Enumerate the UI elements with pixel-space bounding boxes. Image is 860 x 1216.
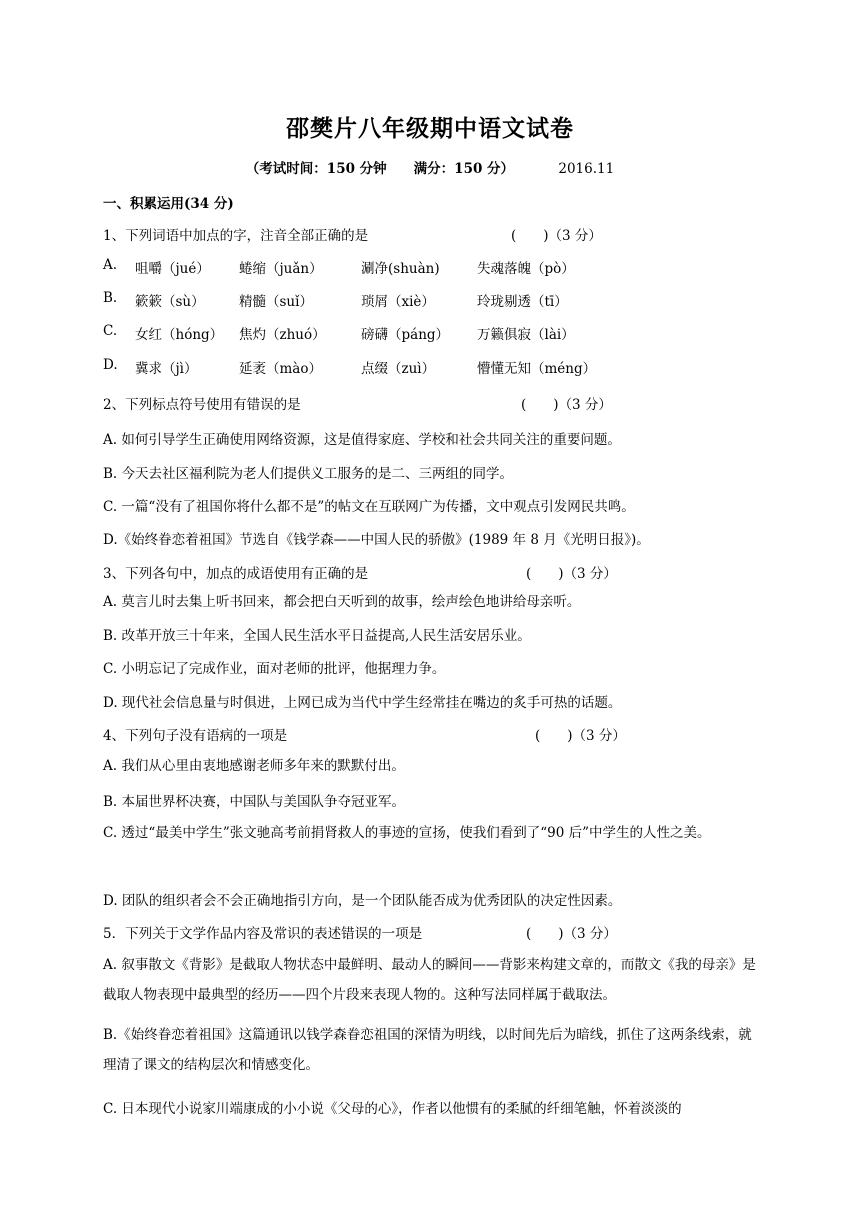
option-word: 懵懂无知（méng） xyxy=(477,361,597,377)
q4-option-a: A. 我们从心里由衷地感谢老师多年来的默默付出。 xyxy=(103,758,405,774)
q5-option-b: B.《始终眷恋着祖国》这篇通讯以钱学森眷恋祖国的深情为明线，以时间先后为暗线，抓住了这两条线索，就理清了课文的结构层次和情感变化。 xyxy=(103,1027,752,1073)
q4-option-d: D. 团队的组织者会不会正确地指引方向，是一个团队能否成为优秀团队的决定性因素。 xyxy=(103,893,622,909)
exam-info xyxy=(0,157,860,177)
option-label: A. xyxy=(103,257,118,273)
question-stem-text: 4、下列句子没有语病的一项是 xyxy=(103,728,288,744)
question-1-stem xyxy=(103,224,783,244)
question-3-stem xyxy=(103,562,783,582)
answer-bracket: ( )（3 分） xyxy=(535,728,626,744)
q3-option-c: C. 小明忘记了完成作业，面对老师的批评，他据理力争。 xyxy=(103,661,446,677)
q1-option-c xyxy=(103,323,783,343)
q3-option-d: D. 现代社会信息量与时俱进，上网已成为当代中学生经常挂在嘴边的炙手可热的话题。 xyxy=(103,695,622,711)
option-word: 玲珑剔透（tī） xyxy=(477,294,568,310)
answer-bracket: ( )（3 分） xyxy=(526,566,617,582)
section-heading: 一、积累运用(34 分) xyxy=(103,196,234,212)
q2-option-c: C. 一篇“没有了祖国你将什么都不是”的帖文在互联网广为传播，文中观点引发网民共鸣。 xyxy=(103,499,635,515)
question-stem-text: 2、下列标点符号使用有错误的是 xyxy=(103,397,301,413)
option-word: 焦灼（zhuó） xyxy=(239,327,326,343)
option-label: B. xyxy=(103,290,118,306)
option-word: 涮净(shuàn) xyxy=(361,261,440,277)
q3-option-a: A. 莫言儿时去集上听书回来，都会把白天听到的故事，绘声绘色地讲给母亲听。 xyxy=(103,594,581,610)
q1-option-b xyxy=(103,290,783,310)
question-stem-text: 5．下列关于文学作品内容及常识的表述错误的一项是 xyxy=(103,926,423,942)
q1-option-d xyxy=(103,357,783,377)
question-5-stem xyxy=(103,922,783,942)
q5-option-a: A. 叙事散文《背影》是截取人物状态中最鲜明、最动人的瞬间——背影来构建文章的，而散文《我的母亲》是截取人物表现中最典型的经历——四个片段来表现人物的。这种写法同样属于截取法。 xyxy=(103,957,756,1003)
question-4-stem xyxy=(103,724,783,744)
option-word: 簌簌（sù） xyxy=(135,294,205,310)
q2-option-d: D.《始终眷恋着祖国》节选自《钱学森——中国人民的骄傲》(1989 年 8 月《光明日报》)。 xyxy=(103,532,650,548)
option-word: 冀求（jì） xyxy=(135,361,198,377)
option-word: 女红（hóng） xyxy=(135,327,224,343)
q2-option-b: B. 今天去社区福利院为老人们提供义工服务的是二、三两组的同学。 xyxy=(103,466,514,482)
option-word: 蜷缩（juǎn） xyxy=(239,261,323,277)
q5-option-c: C. 日本现代小说家川端康成的小小说《父母的心》，作者以他惯有的柔腻的纤细笔触，怀着淡淡的 xyxy=(103,1101,682,1117)
option-word: 延袤（mào） xyxy=(239,361,322,377)
option-label: C. xyxy=(103,323,118,339)
q3-option-b: B. 改革开放三十年来，全国人民生活水平日益提高,人民生活安居乐业。 xyxy=(103,628,531,644)
answer-bracket: ( )（3 分） xyxy=(526,926,617,942)
exam-date: 2016.11 xyxy=(558,161,615,177)
option-word: 咀嚼（jué） xyxy=(135,261,210,277)
option-word: 磅礴（páng） xyxy=(361,327,450,343)
exam-time-score: （考试时间：150 分钟 满分：150 分） xyxy=(245,161,515,177)
page-title: 邵樊片八年级期中语文试卷 xyxy=(286,115,574,142)
q1-option-a xyxy=(103,257,783,277)
question-2-stem xyxy=(103,393,783,413)
option-word: 精髓（suǐ） xyxy=(239,294,313,310)
answer-bracket: ( )（3 分） xyxy=(511,228,602,244)
option-word: 点缀（zuì） xyxy=(361,361,436,377)
q2-option-a: A. 如何引导学生正确使用网络资源，这是值得家庭、学校和社会共同关注的重要问题。 xyxy=(103,432,621,448)
q4-option-c: C. 透过“最美中学生”张文驰高考前捐肾救人的事迹的宣扬，使我们看到了“90 后”中学生的人性之美。 xyxy=(103,825,711,841)
option-word: 失魂落魄（pò） xyxy=(477,261,575,277)
question-stem-text: 1、下列词语中加点的字，注音全部正确的是 xyxy=(103,228,369,244)
option-label: D. xyxy=(103,357,118,373)
q4-option-b: B. 本届世界杯决赛，中国队与美国队争夺冠亚军。 xyxy=(103,794,406,810)
option-word: 万籁俱寂（lài） xyxy=(477,327,575,343)
answer-bracket: ( )（3 分） xyxy=(521,397,612,413)
option-word: 琐屑（xiè） xyxy=(361,294,435,310)
question-stem-text: 3、下列各句中，加点的成语使用有正确的是 xyxy=(103,566,369,582)
